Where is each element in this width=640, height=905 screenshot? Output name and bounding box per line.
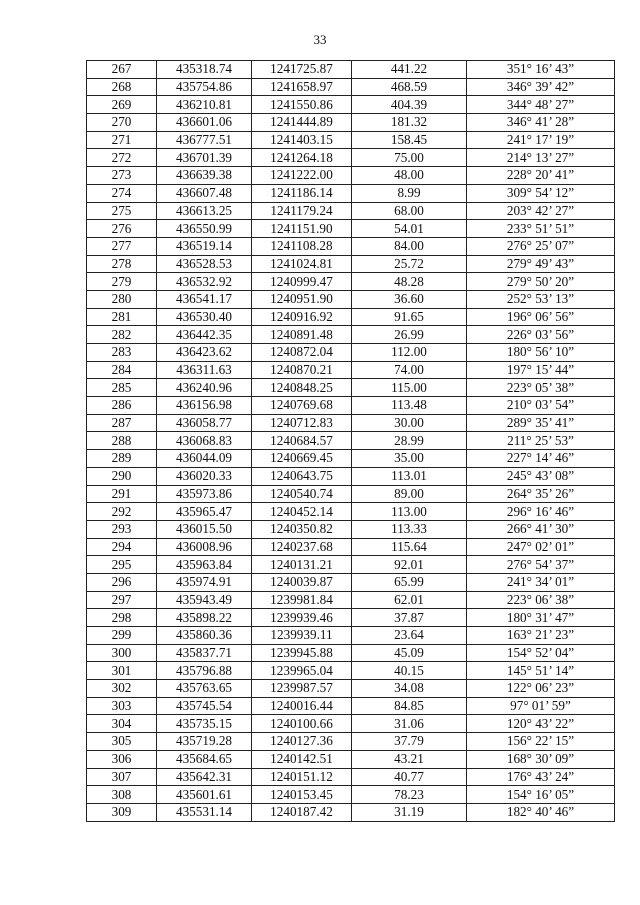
- x-coordinate-cell: 435318.74: [157, 61, 252, 79]
- x-coordinate-cell: 435837.71: [157, 644, 252, 662]
- table-row: [87, 432, 615, 450]
- table-row: [87, 379, 615, 397]
- point-number-cell: 276: [87, 220, 157, 238]
- page-number: 33: [313, 32, 327, 47]
- point-number-cell: 295: [87, 556, 157, 574]
- point-number-cell: 267: [87, 61, 157, 79]
- y-coordinate-cell: 1241444.89: [252, 114, 352, 132]
- y-coordinate-cell: 1241151.90: [252, 220, 352, 238]
- x-coordinate-cell: 436639.38: [157, 167, 252, 185]
- bearing-cell: 279° 50’ 20”: [467, 273, 615, 291]
- point-number-cell: 307: [87, 768, 157, 786]
- bearing-cell: 163° 21’ 23”: [467, 627, 615, 645]
- bearing-cell: 120° 43’ 22”: [467, 715, 615, 733]
- point-number-cell: 285: [87, 379, 157, 397]
- bearing-cell: 241° 34’ 01”: [467, 573, 615, 591]
- distance-cell: 31.19: [352, 803, 467, 821]
- point-number-cell: 304: [87, 715, 157, 733]
- x-coordinate-cell: 436423.62: [157, 344, 252, 362]
- y-coordinate-cell: 1241108.28: [252, 237, 352, 255]
- distance-cell: 48.00: [352, 167, 467, 185]
- bearing-cell: 97° 01’ 59”: [467, 697, 615, 715]
- x-coordinate-cell: 435943.49: [157, 591, 252, 609]
- point-number-cell: 275: [87, 202, 157, 220]
- table-row: [87, 485, 615, 503]
- distance-cell: 158.45: [352, 131, 467, 149]
- distance-cell: 115.64: [352, 538, 467, 556]
- x-coordinate-cell: 436701.39: [157, 149, 252, 167]
- point-number-cell: 299: [87, 627, 157, 645]
- table-row: [87, 538, 615, 556]
- table-row: [87, 308, 615, 326]
- table-row: [87, 733, 615, 751]
- x-coordinate-cell: 436550.99: [157, 220, 252, 238]
- point-number-cell: 282: [87, 326, 157, 344]
- distance-cell: 91.65: [352, 308, 467, 326]
- bearing-cell: 346° 39’ 42”: [467, 78, 615, 96]
- distance-cell: 35.00: [352, 450, 467, 468]
- point-number-cell: 290: [87, 467, 157, 485]
- point-number-cell: 271: [87, 131, 157, 149]
- table-row: [87, 361, 615, 379]
- table-row: [87, 96, 615, 114]
- point-number-cell: 280: [87, 290, 157, 308]
- table-row: [87, 662, 615, 680]
- y-coordinate-cell: 1240712.83: [252, 414, 352, 432]
- table-row: [87, 414, 615, 432]
- distance-cell: 113.33: [352, 520, 467, 538]
- table-row: [87, 290, 615, 308]
- table-row: [87, 78, 615, 96]
- bearing-cell: 210° 03’ 54”: [467, 397, 615, 415]
- bearing-cell: 241° 17’ 19”: [467, 131, 615, 149]
- x-coordinate-cell: 436777.51: [157, 131, 252, 149]
- y-coordinate-cell: 1240643.75: [252, 467, 352, 485]
- bearing-cell: 264° 35’ 26”: [467, 485, 615, 503]
- x-coordinate-cell: 436058.77: [157, 414, 252, 432]
- table-row: [87, 803, 615, 821]
- y-coordinate-cell: 1241403.15: [252, 131, 352, 149]
- point-number-cell: 289: [87, 450, 157, 468]
- x-coordinate-cell: 435601.61: [157, 786, 252, 804]
- bearing-cell: 156° 22’ 15”: [467, 733, 615, 751]
- bearing-cell: 266° 41’ 30”: [467, 520, 615, 538]
- distance-cell: 28.99: [352, 432, 467, 450]
- point-number-cell: 306: [87, 750, 157, 768]
- point-number-cell: 281: [87, 308, 157, 326]
- y-coordinate-cell: 1240872.04: [252, 344, 352, 362]
- point-number-cell: 305: [87, 733, 157, 751]
- x-coordinate-cell: 436311.63: [157, 361, 252, 379]
- table-row: [87, 520, 615, 538]
- y-coordinate-cell: 1241024.81: [252, 255, 352, 273]
- y-coordinate-cell: 1241550.86: [252, 96, 352, 114]
- distance-cell: 113.48: [352, 397, 467, 415]
- x-coordinate-cell: 435963.84: [157, 556, 252, 574]
- point-number-cell: 277: [87, 237, 157, 255]
- bearing-cell: 196° 06’ 56”: [467, 308, 615, 326]
- distance-cell: 181.32: [352, 114, 467, 132]
- y-coordinate-cell: 1241222.00: [252, 167, 352, 185]
- table-row: [87, 573, 615, 591]
- distance-cell: 37.87: [352, 609, 467, 627]
- y-coordinate-cell: 1240153.45: [252, 786, 352, 804]
- point-number-cell: 268: [87, 78, 157, 96]
- table-row: [87, 184, 615, 202]
- distance-cell: 68.00: [352, 202, 467, 220]
- table-row: [87, 326, 615, 344]
- x-coordinate-cell: 436210.81: [157, 96, 252, 114]
- bearing-cell: 247° 02’ 01”: [467, 538, 615, 556]
- table-row: [87, 768, 615, 786]
- distance-cell: 34.08: [352, 680, 467, 698]
- x-coordinate-cell: 436541.17: [157, 290, 252, 308]
- table-row: [87, 680, 615, 698]
- y-coordinate-cell: 1241264.18: [252, 149, 352, 167]
- point-number-cell: 308: [87, 786, 157, 804]
- x-coordinate-cell: 436240.96: [157, 379, 252, 397]
- bearing-cell: 296° 16’ 46”: [467, 503, 615, 521]
- bearing-cell: 211° 25’ 53”: [467, 432, 615, 450]
- distance-cell: 89.00: [352, 485, 467, 503]
- point-number-cell: 292: [87, 503, 157, 521]
- x-coordinate-cell: 436530.40: [157, 308, 252, 326]
- bearing-cell: 245° 43’ 08”: [467, 467, 615, 485]
- point-number-cell: 286: [87, 397, 157, 415]
- y-coordinate-cell: 1239939.11: [252, 627, 352, 645]
- x-coordinate-cell: 435974.91: [157, 573, 252, 591]
- y-coordinate-cell: 1240769.68: [252, 397, 352, 415]
- table-row: [87, 61, 615, 79]
- x-coordinate-cell: 435763.65: [157, 680, 252, 698]
- table-row: [87, 450, 615, 468]
- bearing-cell: 203° 42’ 27”: [467, 202, 615, 220]
- distance-cell: 74.00: [352, 361, 467, 379]
- y-coordinate-cell: 1240151.12: [252, 768, 352, 786]
- bearing-cell: 344° 48’ 27”: [467, 96, 615, 114]
- x-coordinate-cell: 436532.92: [157, 273, 252, 291]
- y-coordinate-cell: 1239981.84: [252, 591, 352, 609]
- table-row: [87, 627, 615, 645]
- bearing-cell: 289° 35’ 41”: [467, 414, 615, 432]
- bearing-cell: 223° 05’ 38”: [467, 379, 615, 397]
- bearing-cell: 145° 51’ 14”: [467, 662, 615, 680]
- bearing-cell: 276° 25’ 07”: [467, 237, 615, 255]
- distance-cell: 43.21: [352, 750, 467, 768]
- distance-cell: 404.39: [352, 96, 467, 114]
- y-coordinate-cell: 1240669.45: [252, 450, 352, 468]
- x-coordinate-cell: 435745.54: [157, 697, 252, 715]
- point-number-cell: 300: [87, 644, 157, 662]
- distance-cell: 468.59: [352, 78, 467, 96]
- point-number-cell: 301: [87, 662, 157, 680]
- distance-cell: 8.99: [352, 184, 467, 202]
- table-row: [87, 397, 615, 415]
- table-row: [87, 697, 615, 715]
- table-row: [87, 220, 615, 238]
- distance-cell: 112.00: [352, 344, 467, 362]
- bearing-cell: 176° 43’ 24”: [467, 768, 615, 786]
- y-coordinate-cell: 1240452.14: [252, 503, 352, 521]
- table-row: [87, 786, 615, 804]
- point-number-cell: 298: [87, 609, 157, 627]
- x-coordinate-cell: 436068.83: [157, 432, 252, 450]
- x-coordinate-cell: 435860.36: [157, 627, 252, 645]
- table-row: [87, 149, 615, 167]
- table-row: [87, 344, 615, 362]
- distance-cell: 78.23: [352, 786, 467, 804]
- y-coordinate-cell: 1240916.92: [252, 308, 352, 326]
- y-coordinate-cell: 1240016.44: [252, 697, 352, 715]
- y-coordinate-cell: 1240684.57: [252, 432, 352, 450]
- distance-cell: 40.15: [352, 662, 467, 680]
- distance-cell: 113.00: [352, 503, 467, 521]
- y-coordinate-cell: 1240999.47: [252, 273, 352, 291]
- bearing-cell: 228° 20’ 41”: [467, 167, 615, 185]
- x-coordinate-cell: 435898.22: [157, 609, 252, 627]
- distance-cell: 65.99: [352, 573, 467, 591]
- distance-cell: 115.00: [352, 379, 467, 397]
- distance-cell: 54.01: [352, 220, 467, 238]
- y-coordinate-cell: 1240870.21: [252, 361, 352, 379]
- distance-cell: 26.99: [352, 326, 467, 344]
- point-number-cell: 278: [87, 255, 157, 273]
- x-coordinate-cell: 436601.06: [157, 114, 252, 132]
- x-coordinate-cell: 435796.88: [157, 662, 252, 680]
- y-coordinate-cell: 1241179.24: [252, 202, 352, 220]
- table-row: [87, 750, 615, 768]
- x-coordinate-cell: 435642.31: [157, 768, 252, 786]
- x-coordinate-cell: 436156.98: [157, 397, 252, 415]
- x-coordinate-cell: 436008.96: [157, 538, 252, 556]
- distance-cell: 37.79: [352, 733, 467, 751]
- x-coordinate-cell: 436613.25: [157, 202, 252, 220]
- x-coordinate-cell: 435965.47: [157, 503, 252, 521]
- x-coordinate-cell: 435684.65: [157, 750, 252, 768]
- table-row: [87, 131, 615, 149]
- bearing-cell: 279° 49’ 43”: [467, 255, 615, 273]
- bearing-cell: 252° 53’ 13”: [467, 290, 615, 308]
- x-coordinate-cell: 436528.53: [157, 255, 252, 273]
- y-coordinate-cell: 1241658.97: [252, 78, 352, 96]
- x-coordinate-cell: 435531.14: [157, 803, 252, 821]
- x-coordinate-cell: 436044.09: [157, 450, 252, 468]
- coordinates-table: [86, 60, 615, 822]
- table-row: [87, 237, 615, 255]
- table-row: [87, 114, 615, 132]
- point-number-cell: 293: [87, 520, 157, 538]
- table-row: [87, 556, 615, 574]
- bearing-cell: 309° 54’ 12”: [467, 184, 615, 202]
- table-row: [87, 644, 615, 662]
- point-number-cell: 287: [87, 414, 157, 432]
- bearing-cell: 223° 06’ 38”: [467, 591, 615, 609]
- table-row: [87, 202, 615, 220]
- x-coordinate-cell: 436015.50: [157, 520, 252, 538]
- distance-cell: 92.01: [352, 556, 467, 574]
- distance-cell: 75.00: [352, 149, 467, 167]
- bearing-cell: 227° 14’ 46”: [467, 450, 615, 468]
- bearing-cell: 197° 15’ 44”: [467, 361, 615, 379]
- distance-cell: 113.01: [352, 467, 467, 485]
- y-coordinate-cell: 1241186.14: [252, 184, 352, 202]
- point-number-cell: 273: [87, 167, 157, 185]
- bearing-cell: 226° 03’ 56”: [467, 326, 615, 344]
- point-number-cell: 274: [87, 184, 157, 202]
- point-number-cell: 296: [87, 573, 157, 591]
- distance-cell: 36.60: [352, 290, 467, 308]
- x-coordinate-cell: 435719.28: [157, 733, 252, 751]
- bearing-cell: 180° 31’ 47”: [467, 609, 615, 627]
- distance-cell: 45.09: [352, 644, 467, 662]
- distance-cell: 48.28: [352, 273, 467, 291]
- bearing-cell: 168° 30’ 09”: [467, 750, 615, 768]
- y-coordinate-cell: 1240187.42: [252, 803, 352, 821]
- y-coordinate-cell: 1240237.68: [252, 538, 352, 556]
- point-number-cell: 291: [87, 485, 157, 503]
- y-coordinate-cell: 1241725.87: [252, 61, 352, 79]
- distance-cell: 40.77: [352, 768, 467, 786]
- x-coordinate-cell: 435973.86: [157, 485, 252, 503]
- point-number-cell: 270: [87, 114, 157, 132]
- point-number-cell: 269: [87, 96, 157, 114]
- bearing-cell: 276° 54’ 37”: [467, 556, 615, 574]
- point-number-cell: 297: [87, 591, 157, 609]
- y-coordinate-cell: 1240540.74: [252, 485, 352, 503]
- distance-cell: 31.06: [352, 715, 467, 733]
- y-coordinate-cell: 1240131.21: [252, 556, 352, 574]
- y-coordinate-cell: 1239945.88: [252, 644, 352, 662]
- x-coordinate-cell: 436442.35: [157, 326, 252, 344]
- point-number-cell: 302: [87, 680, 157, 698]
- distance-cell: 25.72: [352, 255, 467, 273]
- point-number-cell: 309: [87, 803, 157, 821]
- distance-cell: 84.85: [352, 697, 467, 715]
- point-number-cell: 288: [87, 432, 157, 450]
- point-number-cell: 279: [87, 273, 157, 291]
- x-coordinate-cell: 435754.86: [157, 78, 252, 96]
- table-row: [87, 167, 615, 185]
- x-coordinate-cell: 436607.48: [157, 184, 252, 202]
- table-row: [87, 503, 615, 521]
- y-coordinate-cell: 1240891.48: [252, 326, 352, 344]
- x-coordinate-cell: 435735.15: [157, 715, 252, 733]
- distance-cell: 30.00: [352, 414, 467, 432]
- point-number-cell: 272: [87, 149, 157, 167]
- x-coordinate-cell: 436519.14: [157, 237, 252, 255]
- x-coordinate-cell: 436020.33: [157, 467, 252, 485]
- bearing-cell: 154° 16’ 05”: [467, 786, 615, 804]
- distance-cell: 441.22: [352, 61, 467, 79]
- y-coordinate-cell: 1239939.46: [252, 609, 352, 627]
- distance-cell: 23.64: [352, 627, 467, 645]
- point-number-cell: 283: [87, 344, 157, 362]
- table-row: [87, 715, 615, 733]
- y-coordinate-cell: 1239987.57: [252, 680, 352, 698]
- y-coordinate-cell: 1240350.82: [252, 520, 352, 538]
- table-row: [87, 255, 615, 273]
- y-coordinate-cell: 1240848.25: [252, 379, 352, 397]
- table-row: [87, 467, 615, 485]
- y-coordinate-cell: 1240951.90: [252, 290, 352, 308]
- table-row: [87, 273, 615, 291]
- point-number-cell: 294: [87, 538, 157, 556]
- table-row: [87, 591, 615, 609]
- bearing-cell: 233° 51’ 51”: [467, 220, 615, 238]
- y-coordinate-cell: 1240039.87: [252, 573, 352, 591]
- distance-cell: 84.00: [352, 237, 467, 255]
- bearing-cell: 154° 52’ 04”: [467, 644, 615, 662]
- bearing-cell: 214° 13’ 27”: [467, 149, 615, 167]
- bearing-cell: 351° 16’ 43”: [467, 61, 615, 79]
- table-row: [87, 609, 615, 627]
- point-number-cell: 303: [87, 697, 157, 715]
- y-coordinate-cell: 1240127.36: [252, 733, 352, 751]
- bearing-cell: 346° 41’ 28”: [467, 114, 615, 132]
- y-coordinate-cell: 1239965.04: [252, 662, 352, 680]
- bearing-cell: 122° 06’ 23”: [467, 680, 615, 698]
- point-number-cell: 284: [87, 361, 157, 379]
- distance-cell: 62.01: [352, 591, 467, 609]
- y-coordinate-cell: 1240100.66: [252, 715, 352, 733]
- y-coordinate-cell: 1240142.51: [252, 750, 352, 768]
- bearing-cell: 182° 40’ 46”: [467, 803, 615, 821]
- bearing-cell: 180° 56’ 10”: [467, 344, 615, 362]
